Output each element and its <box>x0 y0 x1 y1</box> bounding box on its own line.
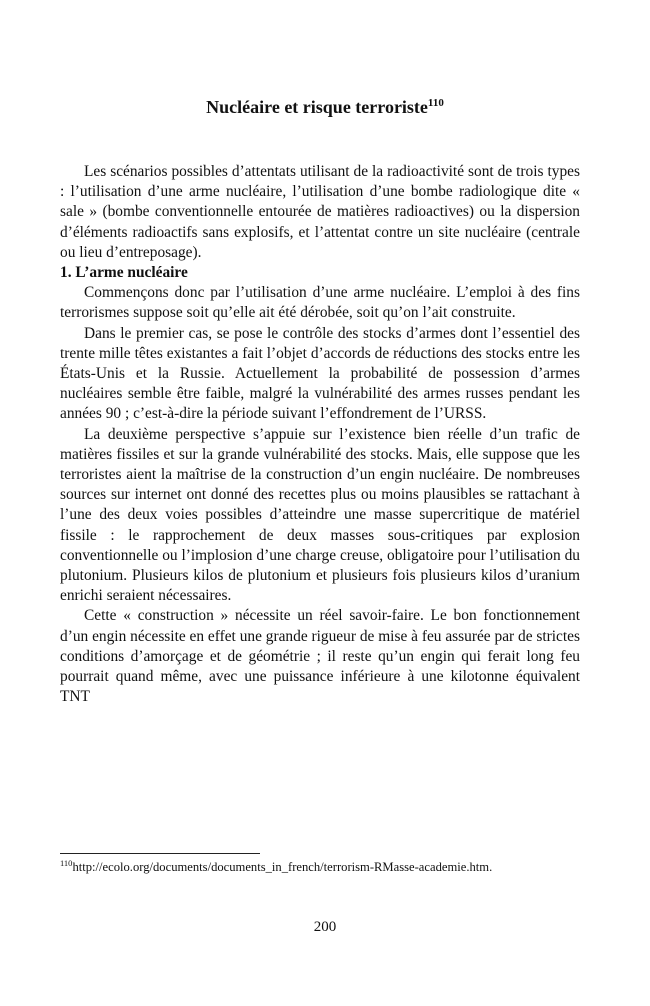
intro-paragraph: Les scénarios possibles d’attentats utilisant de la radioactivité sont de trois types : l’utilisation d’une arme nucléaire, l’utilisation d’une bombe radiologique dite « sale » (bombe conventionnelle entourée de matières radioactives) ou la dispersion d’éléments radioactifs sans explosifs, et l’attentat contre un site nucléaire (centrale ou lieu d’entreposage). <box>60 163 580 261</box>
footnote-divider <box>60 853 260 854</box>
title-text: Nucléaire et risque terroriste <box>206 97 428 117</box>
paragraph-4: Cette « construction » nécessite un réel savoir-faire. Le bon fonctionnement d’un engin nécessite en effet une grande rigueur de mise à feu assurée par de strictes conditions d’amorçage et de géométrie ; il reste qu’un engin qui ferait long feu pourrait quand même, avec une puissance inférieure à une kilotonne équivalent TNT <box>60 607 580 706</box>
title-footnote-ref[interactable]: 110 <box>427 97 444 109</box>
paragraph-2: Dans le premier cas, se pose le contrôle des stocks d’armes dont l’essentiel des trente mille têtes existantes a fait l’objet d’accords de réductions des stocks entre les États-Unis et la Russie. Actuellement la probabilité de possession d’armes nucléaires semble être faible, malgré la vulnérabilité des armes russes pendant les années 90 ; c’est-à-dire la période suivant l’effondrement de l’URSS. <box>60 324 580 423</box>
paragraph-3: La deuxième perspective s’appuie sur l’existence bien réelle d’un trafic de matières fissiles et sur la grande vulnérabilité des stocks. Mais, elle suppose que les terroristes aient la maîtrise de la construction d’un engin nucléaire. De nombreuses sources sur internet ont donné des recettes plus ou moins plausibles se rattachant à l’une des deux voies possibles d’atteindre une masse supercritique de matériel fissile : le rapprochement de deux masses sous-critiques par explosion conventionnelle ou l’implosion d’une charge creuse, obligatoire pour l’utilisation du plutonium. Plusieurs kilos de plutonium et plusieurs fois plusieurs kilos d’uranium enrichi seraient nécessaires. <box>60 425 580 605</box>
page-number: 200 <box>313 919 337 935</box>
paragraph-1: Commençons donc par l’utilisation d’une arme nucléaire. L’emploi à des fins terrorismes suppose soit qu’elle ait été dérobée, soit qu’on l’ait construite. <box>60 284 580 322</box>
section-heading: 1. L’arme nucléaire <box>60 264 188 282</box>
footnote <box>60 859 580 876</box>
body-text <box>60 162 580 707</box>
page-title <box>60 96 590 118</box>
footnote-link[interactable]: http://ecolo.org/documents/documents_in_french/terrorism-RMasse-academie.htm. <box>72 860 493 874</box>
footnote-number: 110 <box>60 857 73 868</box>
